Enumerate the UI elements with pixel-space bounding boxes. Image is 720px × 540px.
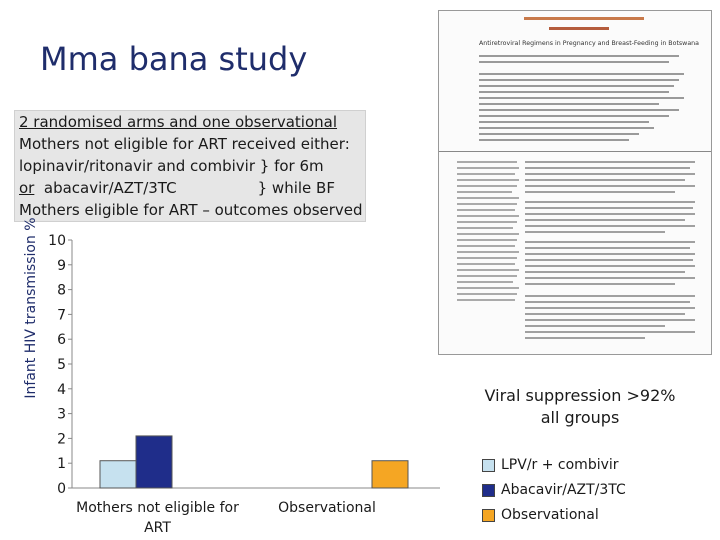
y-tick-label: 1 — [57, 456, 66, 473]
viral-suppression-line1: Viral suppression >92% — [484, 386, 676, 405]
y-tick-label: 10 — [48, 233, 66, 249]
y-tick-label: 2 — [57, 431, 66, 448]
y-tick-label: 7 — [57, 307, 66, 324]
legend-label-abc: Abacavir/AZT/3TC — [501, 482, 626, 498]
bar-abacavir-azt-3tc-0 — [136, 436, 172, 488]
legend-swatch-abc — [482, 484, 495, 497]
y-tick-label: 8 — [57, 282, 66, 299]
x-label-not-eligible-line1: Mothers not eligible for — [76, 500, 239, 516]
y-tick-label: 9 — [57, 257, 66, 274]
y-axis-title: Infant HIV transmission % — [23, 217, 39, 399]
legend-label-obs: Observational — [501, 507, 599, 523]
legend-label-lpv: LPV/r + combivir — [501, 457, 619, 473]
bar-observational-1 — [372, 461, 408, 488]
x-label-observational — [262, 498, 392, 518]
y-tick-label: 5 — [57, 357, 66, 373]
y-tick-label: 0 — [57, 481, 66, 497]
legend-swatch-lpv — [482, 459, 495, 472]
design-line-1: 2 randomised arms and one observational — [19, 113, 338, 131]
legend-item-lpv — [482, 457, 619, 473]
legend-item-abc — [482, 482, 626, 498]
viral-suppression-line2: all groups — [540, 408, 620, 427]
bar-lpv-r-combivir-0 — [100, 461, 136, 488]
y-tick-label: 3 — [57, 406, 66, 423]
legend-swatch-obs — [482, 509, 495, 522]
legend-item-obs — [482, 507, 599, 523]
viral-suppression-note — [470, 385, 690, 429]
paper-heading: Antiretroviral Regimens in Pregnancy and Breast-Feeding in Botswana — [479, 40, 700, 47]
x-label-observational-line1: Observational — [278, 500, 376, 516]
y-tick-label: 6 — [57, 332, 66, 349]
design-line-5: Mothers eligible for ART – outcomes observed — [19, 201, 363, 219]
design-line-4-or: or — [19, 179, 35, 197]
y-tick-label: 4 — [57, 381, 66, 398]
x-label-not-eligible — [70, 498, 245, 538]
design-line-4-rest: abacavir/AZT/3TC } while BF — [34, 179, 335, 197]
x-label-not-eligible-line2: ART — [144, 520, 171, 536]
design-line-2: Mothers not eligible for ART received either: — [19, 135, 350, 153]
slide-title: Mma bana study — [40, 40, 308, 78]
design-line-3: lopinavir/ritonavir and combivir } for 6m — [19, 157, 324, 175]
